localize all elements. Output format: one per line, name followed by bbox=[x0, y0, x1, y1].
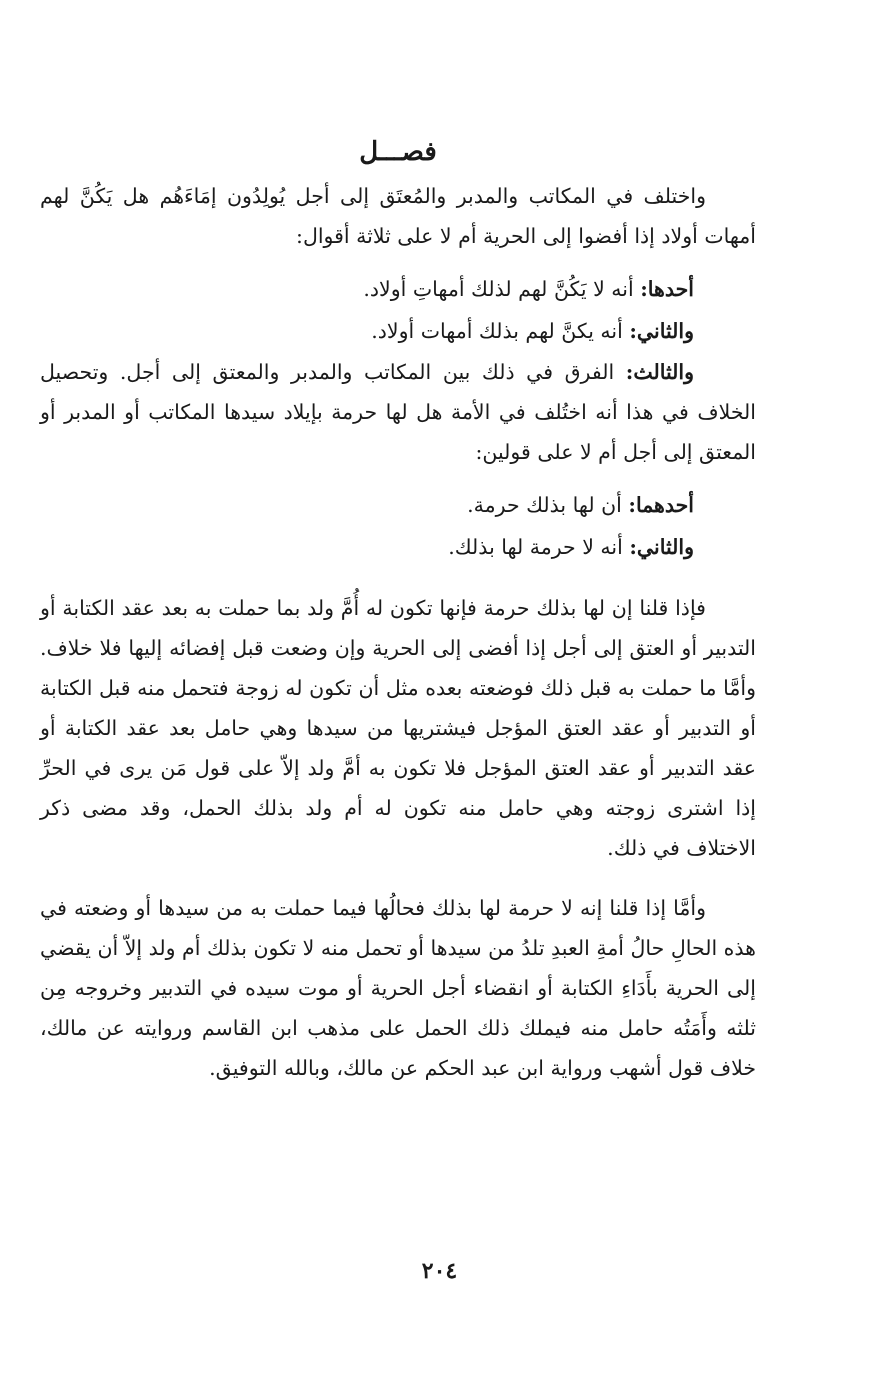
body-paragraph-2: فإذا قلنا إن لها بذلك حرمة فإنها تكون له أُمَّ ولد بما حملت به بعد عقد الكتابة أو التدبير أو العتق إلى أجل إذا أفضى إلى الحرية وإن وضعت قبل إفضائه إليها فلا خلاف. وأمَّا ما حملت به قبل ذلك فوضعته بعده مثل أن تكون له زوجة فتحمل منه قبل الكتابة أو التدبير أو عقد العتق المؤجل فيشتريها من سيدها وهي حامل بعد عقد الكتابة أو عقد التدبير أو عقد العتق المؤجل فلا تكون به أمَّ ولد إلاّ على قول مَن يرى في الحرِّ إذا اشترى زوجته وهي حامل منه تكون له أم ولد بذلك الحمل، وقد مضى ذكر الاختلاف في ذلك. bbox=[40, 596, 756, 860]
opinion-item bbox=[40, 526, 756, 568]
page-number: ٢٠٤ bbox=[421, 1258, 458, 1284]
opinion-item bbox=[40, 310, 756, 352]
opinions-list-2 bbox=[40, 484, 756, 568]
opinion-text: أنه لا يَكُنَّ لهم لذلك أمهاتِ أولاد. bbox=[363, 277, 634, 301]
opinion-label: والثالث: bbox=[625, 360, 694, 384]
opinion-label: أحدهما: bbox=[628, 493, 694, 517]
opinion-item bbox=[40, 484, 756, 526]
opinion-text: أنه يكنَّ لهم بذلك أمهات أولاد. bbox=[371, 319, 623, 343]
body-paragraph-3: وأمَّا إذا قلنا إنه لا حرمة لها بذلك فحالُها فيما حملت به من سيدها أو وضعته في هذه الحالِ حالُ أمةِ العبدِ تلدُ من سيدها أو تحمل منه لا تكون بذلك أم ولد إلاّ أن يقضي إلى الحرية بأَدَاءِ الكتابة أو انقضاء أجل الحرية أو موت سيده في التدبير وخروجه مِن ثلثه وأَمَتُه حامل منه فيملك ذلك الحمل على مذهب ابن القاسم وروايته عن مالك، خلاف قول أشهب ورواية ابن عبد الحكم عن مالك، وبالله التوفيق. bbox=[40, 896, 756, 1080]
section-title: فصـــل bbox=[359, 137, 437, 167]
opinion-text: أن لها بذلك حرمة. bbox=[467, 493, 622, 517]
opinion-text: أنه لا حرمة لها بذلك. bbox=[448, 535, 623, 559]
intro-paragraph: واختلف في المكاتب والمدبر والمُعتَق إلى أجل يُولِدُون إمَاءَهُم هل يَكُنَّ لهم أمهات أولاد إذا أفضوا إلى الحرية أم لا على ثلاثة أقوال: bbox=[40, 184, 756, 248]
opinion-item bbox=[40, 352, 756, 472]
opinion-label: أحدها: bbox=[640, 277, 694, 301]
opinions-list-1 bbox=[40, 268, 756, 472]
page-body bbox=[40, 130, 756, 1088]
opinion-label: والثاني: bbox=[629, 319, 694, 343]
opinion-label: والثاني: bbox=[629, 535, 694, 559]
opinion-item bbox=[40, 268, 756, 310]
opinion-text: الفرق في ذلك بين المكاتب والمدبر والمعتق إلى أجل. وتحصيل الخلاف في هذا أنه اختُلف في الأمة هل لها حرمة بإيلاد سيدها المكاتب أو المدبر أو المعتق إلى أجل أم لا على قولين: bbox=[40, 360, 756, 464]
